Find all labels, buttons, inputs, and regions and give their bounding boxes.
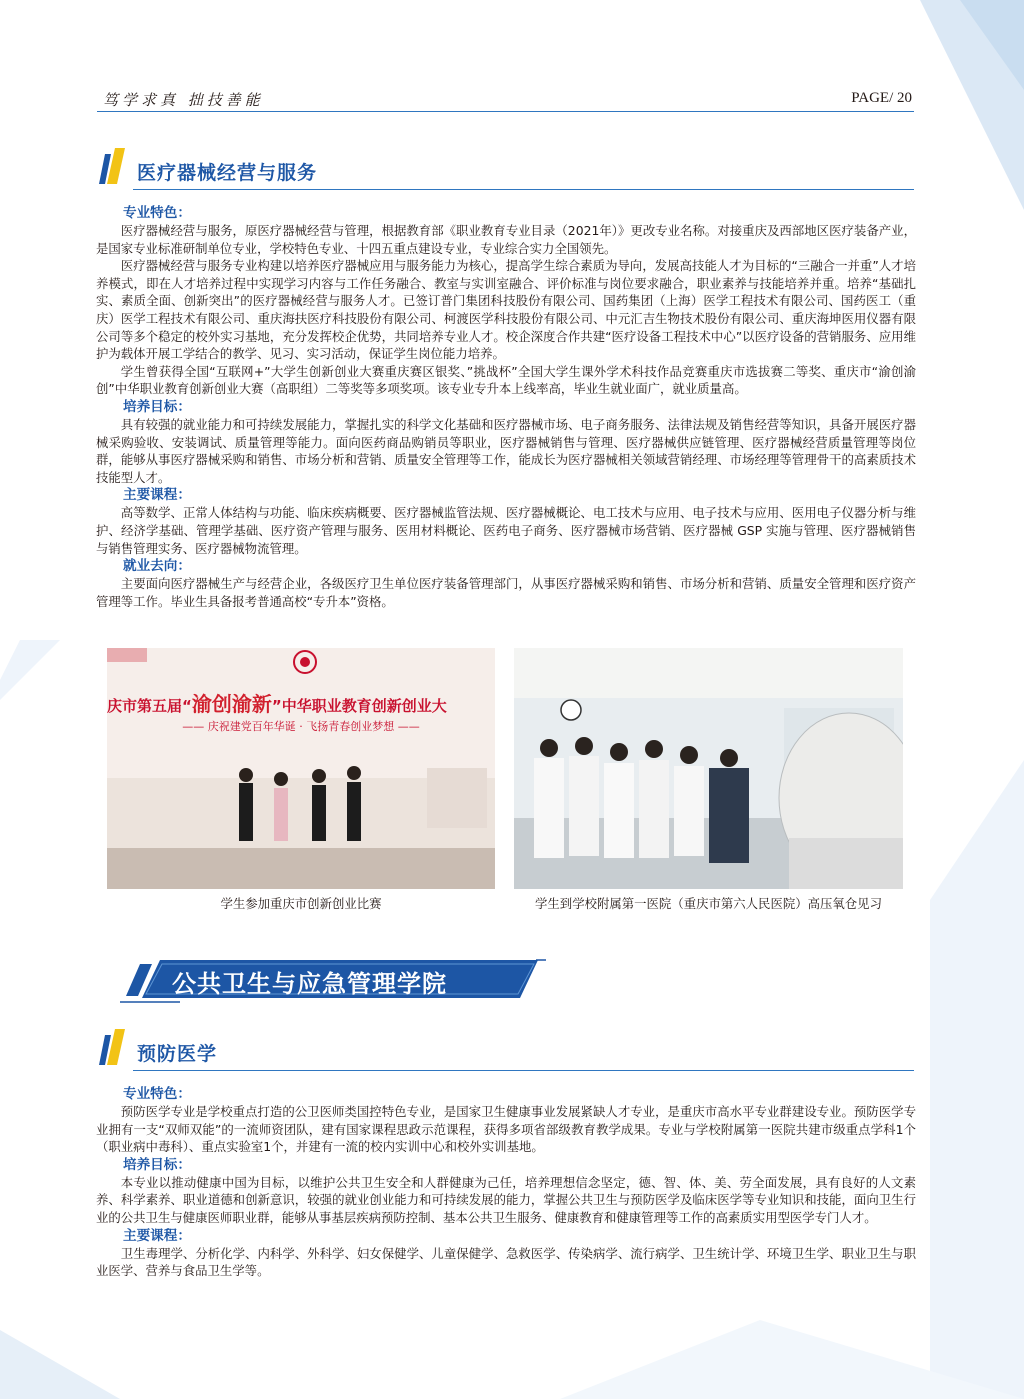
- paragraph-jobs: 主要面向医疗器械生产与经营企业，各级医疗卫生单位医疗装备管理部门，从事医疗器械采购和销售、市场分析和营销、质量安全管理和医疗资产管理等工作。毕业生具备报考普通高校“专升本”资格。: [96, 576, 916, 609]
- backdrop-title-a: 庆市第五届“: [107, 697, 192, 715]
- heading-rule: [133, 189, 914, 190]
- photo-hyperbaric-visit: [514, 648, 903, 889]
- photo-competition: [107, 648, 495, 889]
- backdrop-title: [107, 688, 495, 717]
- paragraph-goal: 具有较强的就业能力和可持续发展能力，掌握扎实的科学文化基础和医疗器械市场、电子商务服务、法律法规及销售经营等知识，具备开展医疗器械采购验收、安装调试、质量管理等能力。面向医药商品购销员等职业，医疗器械销售与管理、医疗器械供应链管理、医疗器械经营质量管理等岗位群，能够从事医疗器械采购和销售、市场分析和营销、质量安全管理等工作，能成长为医疗器械相关领域营销经理、市场经理等管理骨干的高素质技术技能型人才。: [96, 416, 916, 485]
- paragraph-courses: 高等数学、正常人体结构与功能、临床疾病概要、医疗器械监管法规、医疗器械概论、电工技术与应用、电子技术与应用、医用电子仪器分析与维护、经济学基础、管理学基础、医疗资产管理与服务、医用材料概论、医药电子商务、医疗器械市场营销、医疗器械 GSP 实施与管理、医疗器械销售与销售管理实务、医疗器械物流管理。: [96, 505, 916, 556]
- section-title: 预防医学: [137, 1043, 218, 1065]
- college-title: 公共卫生与应急管理学院: [172, 970, 447, 998]
- subhead-courses: 主要课程：: [123, 1227, 191, 1244]
- backdrop-title-highlight: 渝创渝新: [191, 692, 272, 716]
- photo-competition-image: [107, 648, 495, 889]
- photo-hyperbaric-caption: 学生到学校附属第一医院（重庆市第六人民医院）高压氧仓见习: [535, 896, 882, 911]
- heading-bars-icon: [97, 1027, 133, 1071]
- college-banner: [120, 958, 546, 1004]
- heading-rule: [133, 1070, 914, 1071]
- paragraph-goal: 本专业以推动健康中国为目标，以维护公共卫生安全和人群健康为己任，培养理想信念坚定，德、智、体、美、劳全面发展，具有良好的人文素养、科学素养、职业道德和创新意识，较强的就业创业能力和可持续发展的能力，掌握公共卫生与预防医学及临床医学等专业知识和技能，面向卫生行业的公共卫生与健康医师职业群，能够从事基层疾病预防控制、基本公共卫生服务、健康教育和健康管理等工作的高素质实用型医学专门人才。: [96, 1174, 916, 1225]
- school-motto: 笃学求真 拙技善能: [103, 91, 264, 109]
- section-heading-medical-devices: [97, 146, 914, 192]
- running-header: [97, 86, 914, 112]
- paragraph-features: 预防医学专业是学校重点打造的公卫医师类国控特色专业，是国家卫生健康事业发展紧缺人才专业，是重庆市高水平专业群建设专业。预防医学专业拥有一支“双师双能”的一流师资团队，建有国家课程思政示范课程，获得多项省部级教育教学成果。专业与学校附属第一医院共建市级重点学科1个（职业病中毒科）、重点实验室1个，并建有一流的校内实训中心和校外实训基地。: [96, 1104, 916, 1155]
- subhead-courses: 主要课程：: [123, 487, 191, 504]
- backdrop-title-b: ”中华职业教育创新创业大: [271, 697, 447, 715]
- paragraph-features-1: 医疗器械经营与服务，原医疗器械经营与管理，根据教育部《职业教育专业目录（2021年）》更改专业名称。对接重庆及西部地区医疗装备产业，是国家专业标准研制单位专业，学校特色专业、十四五重点建设专业，专业综合实力全国领先。: [96, 223, 916, 256]
- section-heading-preventive-medicine: [97, 1027, 914, 1073]
- subhead-goal: 培养目标：: [123, 398, 191, 415]
- backdrop-subtitle: —— 庆祝建党百年华诞 · 飞扬青春创业梦想 ——: [182, 720, 420, 733]
- paragraph-features-2: 医疗器械经营与服务专业构建以培养医疗器械应用与服务能力为核心，提高学生综合素质为导向，发展高技能人才为目标的“三融合一并重”人才培养模式，即在人才培养过程中实现学习内容与工作任务融合、教室与实训室融合、评价标准与岗位要求融合，职业素养与技能培养并重。培养“基础扎实、素质全面、创新突出”的医疗器械经营与服务人才。已签订普门集团科技股份有限公司、国药集团（上海）医学工程技术有限公司、国药医工（重庆）医学工程技术有限公司、重庆海扶医疗科技股份有限公司、柯渡医学科技股份有限公司、中元汇吉生物技术股份有限公司、重庆海坤医用仪器有限公司等多个稳定的校外实习基地，充分发挥校企优势，共同培养专业人才。校企深度合作共建“医疗设备工程技术中心”以医疗设备的营销服务、应用维护为载体开展工学结合的教学、见习、实习活动，保证学生岗位能力培养。: [96, 258, 916, 362]
- heading-bars-icon: [97, 146, 133, 190]
- photo-hyperbaric-image: [514, 648, 903, 889]
- subhead-features: 专业特色：: [123, 1086, 191, 1102]
- subhead-jobs: 就业去向：: [123, 558, 191, 575]
- section-body-medical-devices: [96, 204, 916, 610]
- subhead-goal: 培养目标：: [123, 1156, 191, 1173]
- subhead-features: 专业特色：: [123, 205, 191, 221]
- section-title: 医疗器械经营与服务: [137, 162, 318, 184]
- paragraph-features-3: 学生曾获得全国“互联网+”大学生创新创业大赛重庆赛区银奖、”挑战杯”全国大学生课外学术科技作品竞赛重庆市选拔赛二等奖、重庆市“渝创渝创”中华职业教育创新创业大赛（高职组）二等奖等多项奖项。该专业专升本上线率高，毕业生就业面广，就业质量高。: [96, 363, 916, 397]
- section-body-preventive-medicine: [96, 1085, 916, 1280]
- photo-competition-caption: 学生参加重庆市创新创业比赛: [220, 896, 382, 911]
- paragraph-courses: 卫生毒理学、分析化学、内科学、外科学、妇女保健学、儿童保健学、急救医学、传染病学、流行病学、卫生统计学、环境卫生学、职业卫生与职业医学、营养与食品卫生学等。: [96, 1245, 916, 1279]
- page-number: PAGE/ 20: [851, 90, 912, 106]
